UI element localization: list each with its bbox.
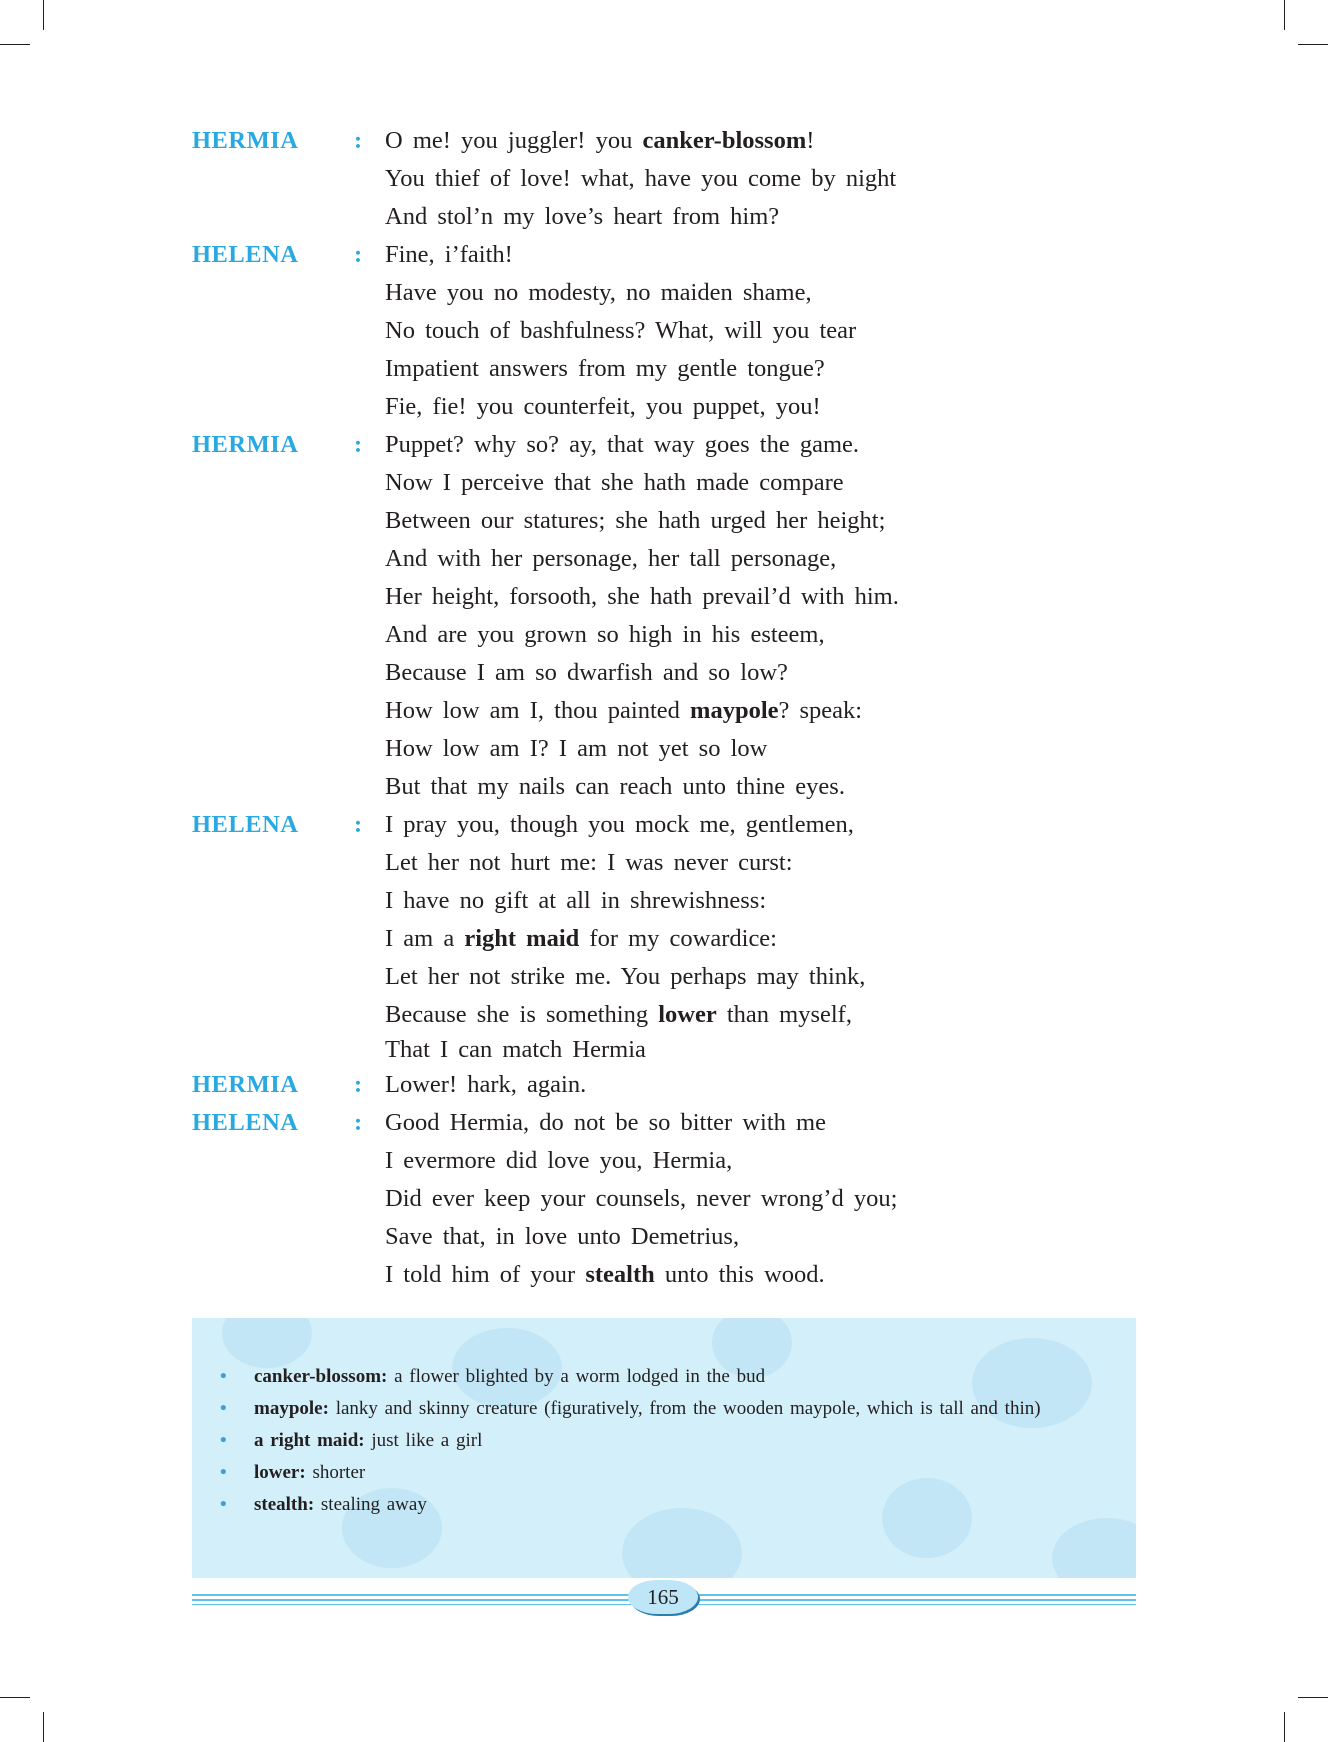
dialogue-line <box>192 578 1092 616</box>
dialogue-line <box>192 616 1092 654</box>
verse-text <box>385 1034 646 1066</box>
verse-segment: Did ever keep your counsels, never wrong’d you; <box>385 1185 898 1212</box>
dialogue-line <box>192 540 1092 578</box>
glossary-definition: stealing away <box>314 1494 427 1515</box>
verse-segment: ? speak: <box>778 697 863 724</box>
speaker-colon: : <box>354 1071 363 1098</box>
verse-segment: Fie, fie! you counterfeit, you puppet, you! <box>385 393 821 420</box>
glossary-box <box>192 1318 1136 1578</box>
crop-mark <box>1298 44 1328 45</box>
crop-mark <box>1284 0 1285 30</box>
dialogue-line <box>192 1142 1092 1180</box>
speaker-name: HERMIA <box>192 431 299 458</box>
verse-text <box>385 464 844 502</box>
verse-text <box>385 540 836 578</box>
dialogue-line <box>192 654 1092 692</box>
dialogue-line <box>192 1104 1092 1142</box>
verse-segment: Now I perceive that she hath made compare <box>385 469 844 496</box>
dialogue-line <box>192 464 1092 502</box>
verse-text <box>385 1104 826 1142</box>
verse-segment: Have you no modesty, no maiden shame, <box>385 279 812 306</box>
dialogue-line <box>192 236 1092 274</box>
verse-text <box>385 388 821 426</box>
glossed-word: stealth <box>585 1261 655 1288</box>
speaker-name: HELENA <box>192 241 299 268</box>
dialogue-line <box>192 1034 1092 1066</box>
verse-segment: Puppet? why so? ay, that way goes the game. <box>385 431 860 458</box>
glossed-word: lower <box>658 1001 717 1028</box>
dialogue-line <box>192 1180 1092 1218</box>
dialogue-line <box>192 958 1092 996</box>
glossed-word: canker-blossom <box>642 127 807 154</box>
verse-text <box>385 350 825 388</box>
glossary-term: stealth: <box>254 1494 315 1515</box>
dialogue-line <box>192 920 1092 958</box>
verse-segment: Impatient answers from my gentle tongue? <box>385 355 825 382</box>
crop-mark <box>1284 1712 1285 1742</box>
verse-segment: Let her not hurt me: I was never curst: <box>385 849 793 876</box>
verse-segment: Her height, forsooth, she hath prevail’d with him. <box>385 583 899 610</box>
glossary-definition: lanky and skinny creature (figuratively, from the wooden maypole, which is tall and thin) <box>328 1398 1041 1419</box>
verse-text <box>385 654 788 692</box>
glossary-item <box>220 1396 1116 1422</box>
dialogue-line <box>192 692 1092 730</box>
verse-segment: Between our statures; she hath urged her height; <box>385 507 886 534</box>
verse-segment: I told him of your <box>385 1261 586 1288</box>
verse-segment: And with her personage, her tall personage, <box>385 545 837 572</box>
speaker-colon: : <box>354 431 363 458</box>
verse-segment: than myself, <box>716 1001 852 1028</box>
glossary-item <box>220 1460 1116 1486</box>
verse-text <box>385 730 767 768</box>
verse-segment: for my cowardice: <box>579 925 777 952</box>
verse-segment: ! <box>806 127 815 154</box>
verse-segment: Fine, i’faith! <box>385 241 513 268</box>
verse-text <box>385 122 814 160</box>
verse-text <box>385 958 865 996</box>
dialogue-line <box>192 768 1092 806</box>
glossary-item <box>220 1492 1116 1518</box>
glossary-item <box>220 1364 1116 1390</box>
verse-text <box>385 882 766 920</box>
page-number: 165 <box>628 1580 698 1614</box>
dialogue-line <box>192 806 1092 844</box>
speaker-colon: : <box>354 1109 363 1136</box>
dialogue-line <box>192 388 1092 426</box>
crop-mark <box>43 0 44 30</box>
crop-mark <box>0 1697 30 1698</box>
speaker-name: HELENA <box>192 1109 299 1136</box>
verse-text <box>385 312 856 350</box>
glossary-definition: shorter <box>305 1462 366 1483</box>
verse-segment: Save that, in love unto Demetrius, <box>385 1223 740 1250</box>
dialogue-line <box>192 1066 1092 1104</box>
verse-segment: Because I am so dwarfish and so low? <box>385 659 788 686</box>
glossary-term: maypole: <box>254 1398 329 1419</box>
bullet-icon: • <box>220 1398 227 1419</box>
verse-segment: I pray you, though you mock me, gentlemen, <box>385 811 854 838</box>
verse-segment: You thief of love! what, have you come by night <box>385 165 897 192</box>
verse-text <box>385 1066 586 1104</box>
dialogue-line <box>192 312 1092 350</box>
verse-segment: No touch of bashfulness? What, will you tear <box>385 317 857 344</box>
verse-text <box>385 1218 739 1256</box>
dialogue-line <box>192 350 1092 388</box>
verse-text <box>385 198 779 236</box>
dialogue-line <box>192 1256 1092 1294</box>
verse-text <box>385 160 896 198</box>
verse-segment: I have no gift at all in shrewishness: <box>385 887 767 914</box>
verse-segment: How low am I, thou painted <box>385 697 691 724</box>
verse-segment: But that my nails can reach unto thine eyes. <box>385 773 845 800</box>
verse-segment: Good Hermia, do not be so bitter with me <box>385 1109 826 1136</box>
dialogue-line <box>192 426 1092 464</box>
glossary-term: canker-blossom: <box>254 1366 388 1387</box>
crop-mark <box>43 1712 44 1742</box>
speaker-colon: : <box>354 811 363 838</box>
glossary-term: a right maid: <box>254 1430 365 1451</box>
verse-text <box>385 426 859 464</box>
speaker-colon: : <box>354 241 363 268</box>
dialogue-line <box>192 844 1092 882</box>
glossed-word: right maid <box>464 925 580 952</box>
crop-mark <box>1298 1697 1328 1698</box>
speaker-name: HERMIA <box>192 127 299 154</box>
verse-text <box>385 920 777 958</box>
speaker-colon: : <box>354 127 363 154</box>
verse-text <box>385 768 845 806</box>
glossary-definition: a flower blighted by a worm lodged in the bud <box>387 1366 766 1387</box>
glossed-word: maypole <box>690 697 779 724</box>
verse-segment: And are you grown so high in his esteem, <box>385 621 825 648</box>
verse-text <box>385 996 852 1034</box>
dialogue-line <box>192 882 1092 920</box>
verse-segment: Because she is something <box>385 1001 659 1028</box>
bullet-icon: • <box>220 1462 227 1483</box>
verse-segment: Let her not strike me. You perhaps may think, <box>385 963 866 990</box>
verse-text <box>385 806 854 844</box>
dialogue-line <box>192 996 1092 1034</box>
speaker-name: HERMIA <box>192 1071 299 1098</box>
verse-segment: I evermore did love you, Hermia, <box>385 1147 733 1174</box>
verse-segment: How low am I? I am not yet so low <box>385 735 768 762</box>
verse-text <box>385 502 885 540</box>
play-dialogue <box>192 122 1092 1294</box>
crop-mark <box>0 44 30 45</box>
dialogue-line <box>192 160 1092 198</box>
glossary-term: lower: <box>254 1462 306 1483</box>
bullet-icon: • <box>220 1366 227 1387</box>
dialogue-line <box>192 122 1092 160</box>
decorative-rose-pattern <box>1052 1518 1136 1578</box>
glossary-list <box>220 1364 1116 1524</box>
verse-text <box>385 236 513 274</box>
verse-segment: Lower! hark, again. <box>385 1071 587 1098</box>
verse-text <box>385 692 862 730</box>
glossary-item <box>220 1428 1116 1454</box>
verse-segment: That I can match Hermia <box>385 1036 646 1063</box>
verse-text <box>385 1180 897 1218</box>
verse-segment: O me! you juggler! you <box>385 127 643 154</box>
verse-text <box>385 1256 825 1294</box>
verse-text <box>385 1142 732 1180</box>
decorative-rose-pattern <box>222 1318 312 1368</box>
glossary-definition: just like a girl <box>364 1430 483 1451</box>
dialogue-line <box>192 502 1092 540</box>
verse-segment: And stol’n my love’s heart from him? <box>385 203 780 230</box>
verse-text <box>385 274 812 312</box>
dialogue-line <box>192 274 1092 312</box>
bullet-icon: • <box>220 1494 227 1515</box>
verse-segment: unto this wood. <box>654 1261 825 1288</box>
verse-segment: I am a <box>385 925 465 952</box>
dialogue-line <box>192 1218 1092 1256</box>
verse-text <box>385 844 793 882</box>
dialogue-line <box>192 198 1092 236</box>
verse-text <box>385 616 825 654</box>
bullet-icon: • <box>220 1430 227 1451</box>
verse-text <box>385 578 899 616</box>
dialogue-line <box>192 730 1092 768</box>
speaker-name: HELENA <box>192 811 299 838</box>
